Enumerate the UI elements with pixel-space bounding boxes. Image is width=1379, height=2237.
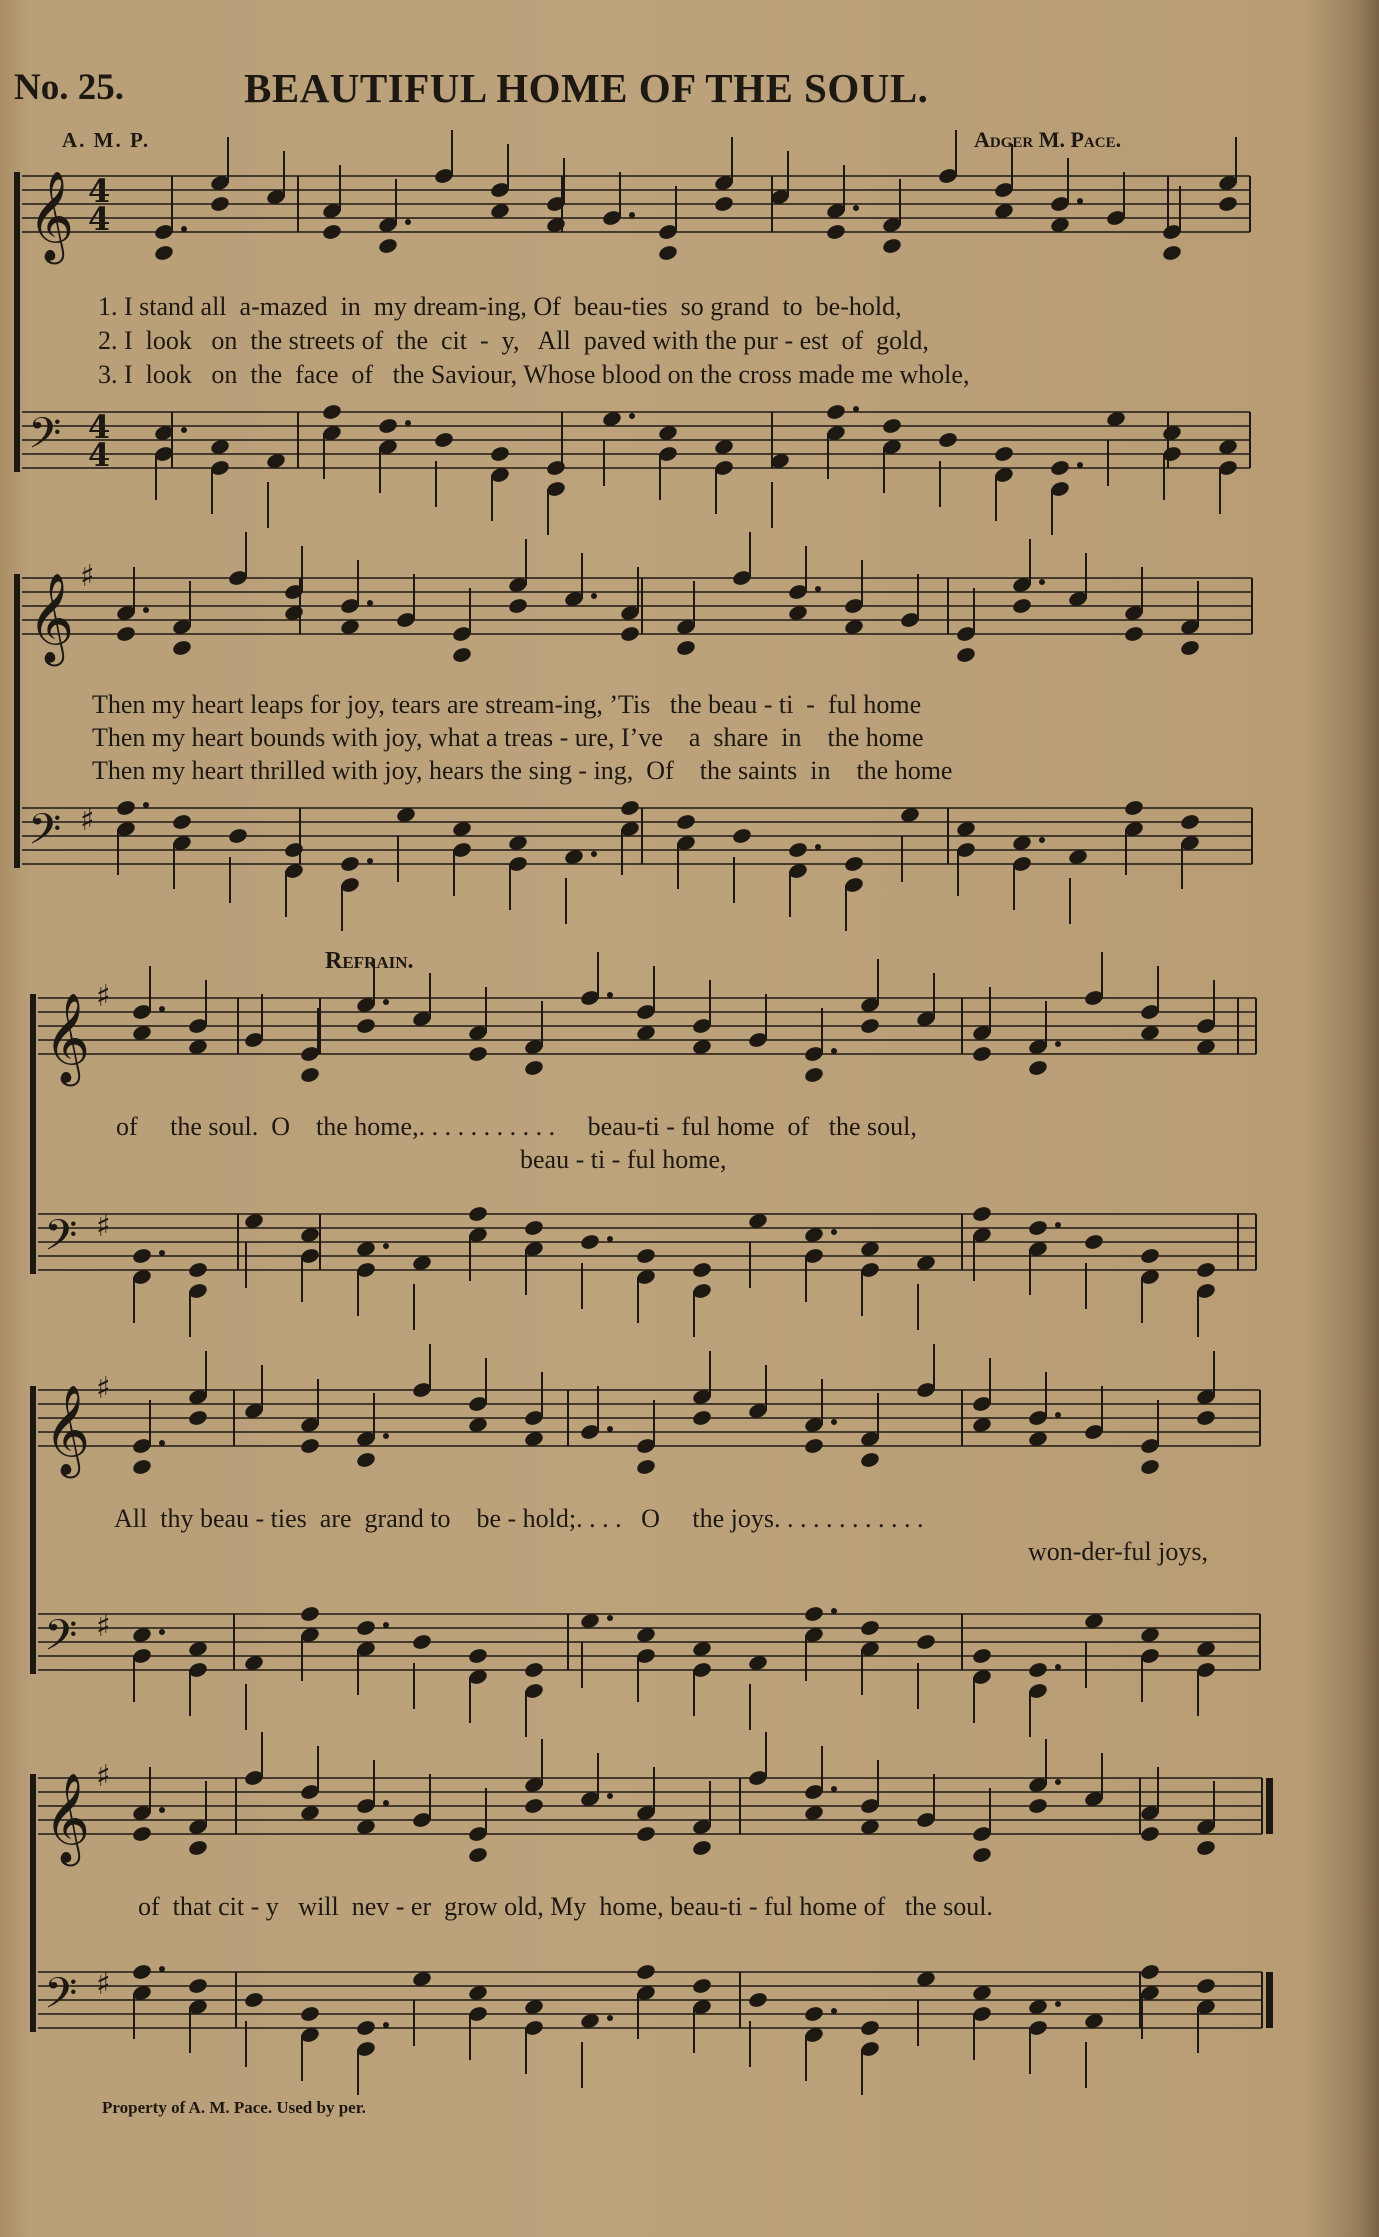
sharp-icon: ♯ (96, 1609, 111, 1644)
notehead-icon (635, 1825, 656, 1843)
time-signature-icon: 4 (88, 200, 111, 238)
notehead-icon (377, 237, 398, 255)
notehead-icon (1027, 1661, 1048, 1679)
notehead-icon (971, 1045, 992, 1063)
bass-clef-icon: 𝄢 (28, 805, 62, 865)
augmentation-dot (831, 1229, 837, 1235)
augmentation-dot (853, 406, 859, 412)
notehead-icon (299, 1605, 320, 1623)
notehead-icon (131, 1963, 152, 1981)
notehead-icon (187, 1409, 208, 1427)
sharp-icon: ♯ (96, 1967, 111, 2002)
augmentation-dot (591, 851, 597, 857)
augmentation-dot (181, 427, 187, 433)
treble-clef-icon: 𝄞 (44, 1773, 91, 1863)
notehead-icon (675, 639, 696, 657)
augmentation-dot (831, 1419, 837, 1425)
lyricist-initials: A. M. P. (62, 128, 151, 152)
notehead-icon (803, 2005, 824, 2023)
sharp-icon: ♯ (96, 979, 111, 1014)
notehead-icon (355, 1619, 376, 1637)
notehead-icon (713, 195, 734, 213)
bass-clef-icon: 𝄢 (44, 1211, 78, 1271)
augmentation-dot (1055, 1041, 1061, 1047)
augmentation-dot (831, 2008, 837, 2014)
notehead-icon (803, 1437, 824, 1455)
notehead-icon (937, 431, 958, 449)
time-signature-icon: 4 (88, 408, 111, 446)
notehead-icon (299, 1066, 320, 1084)
notehead-icon (523, 1797, 544, 1815)
augmentation-dot (159, 1440, 165, 1446)
notehead-icon (843, 855, 864, 873)
augmentation-dot (383, 999, 389, 1005)
augmentation-dot (607, 1236, 613, 1242)
lyric-line-system1-verse1: 1. I stand all a-mazed in my dream-ing, Of beau-ties so grand to be-hold, (98, 292, 902, 321)
composer-credit: Adger M. Pace. (974, 127, 1122, 152)
notehead-icon (451, 646, 472, 664)
notehead-icon (657, 244, 678, 262)
augmentation-dot (159, 1629, 165, 1635)
notehead-icon (187, 1839, 208, 1857)
notehead-icon (731, 827, 752, 845)
notehead-icon (1083, 1233, 1104, 1251)
notehead-icon (243, 1991, 264, 2009)
notehead-icon (545, 459, 566, 477)
notehead-icon (1027, 1059, 1048, 1077)
notehead-icon (1217, 195, 1238, 213)
notehead-icon (1161, 244, 1182, 262)
system-brace (30, 1386, 36, 1674)
augmentation-dot (143, 802, 149, 808)
notehead-icon (227, 827, 248, 845)
notehead-icon (635, 1458, 656, 1476)
notehead-icon (321, 403, 342, 421)
notehead-icon (1139, 1247, 1160, 1265)
notehead-icon (971, 1647, 992, 1665)
augmentation-dot (159, 1250, 165, 1256)
system-brace (30, 1774, 36, 2032)
augmentation-dot (383, 1243, 389, 1249)
augmentation-dot (831, 1048, 837, 1054)
time-signature-icon: 4 (88, 436, 111, 474)
final-barline (1266, 1972, 1273, 2028)
refrain-label: Refrain. (325, 948, 414, 974)
notehead-icon (825, 223, 846, 241)
lyric-line-system3-alto: beau - ti - ful home, (520, 1145, 727, 1174)
augmentation-dot (1039, 579, 1045, 585)
notehead-icon (859, 1619, 880, 1637)
notehead-icon (691, 1839, 712, 1857)
notehead-icon (1123, 625, 1144, 643)
notehead-icon (1027, 1219, 1048, 1237)
augmentation-dot (815, 586, 821, 592)
notehead-icon (859, 1451, 880, 1469)
lyric-line-system3-main: of the soul. O the home,. . . . . . . . . . . beau-ti - ful home of the soul, (116, 1112, 917, 1141)
notehead-icon (131, 1247, 152, 1265)
augmentation-dot (591, 593, 597, 599)
augmentation-dot (1055, 1664, 1061, 1670)
notehead-icon (299, 1437, 320, 1455)
notehead-icon (971, 1846, 992, 1864)
notehead-icon (825, 403, 846, 421)
time-signature-icon: 4 (88, 172, 111, 210)
augmentation-dot (159, 1006, 165, 1012)
notehead-icon (467, 1647, 488, 1665)
copyright-footer: Property of A. M. Pace. Used by per. (102, 2098, 366, 2117)
notehead-icon (507, 597, 528, 615)
treble-clef-icon: 𝄞 (28, 573, 75, 663)
notehead-icon (859, 1017, 880, 1035)
lyric-line-system2-verse3: Then my heart thrilled with joy, hears the sing - ing, Of the saints in the home (92, 756, 953, 785)
augmentation-dot (1055, 1222, 1061, 1228)
notehead-icon (187, 1261, 208, 1279)
hymn-number: No. 25. (14, 67, 124, 108)
augmentation-dot (629, 212, 635, 218)
notehead-icon (523, 1661, 544, 1679)
notehead-icon (691, 1409, 712, 1427)
augmentation-dot (1055, 1779, 1061, 1785)
notehead-icon (579, 1233, 600, 1251)
notehead-icon (131, 1458, 152, 1476)
notehead-icon (1139, 1963, 1160, 1981)
notehead-icon (691, 1977, 712, 1995)
notehead-icon (915, 1633, 936, 1651)
notehead-icon (523, 1059, 544, 1077)
bass-clef-icon: 𝄢 (28, 409, 62, 469)
augmentation-dot (143, 607, 149, 613)
sharp-icon: ♯ (96, 1209, 111, 1244)
notehead-icon (411, 1633, 432, 1651)
augmentation-dot (367, 600, 373, 606)
lyric-line-system1-verse2: 2. I look on the streets of the cit - y, All paved with the pur - est of gold, (98, 326, 929, 355)
sharp-icon: ♯ (96, 1371, 111, 1406)
augmentation-dot (383, 1800, 389, 1806)
augmentation-dot (607, 1615, 613, 1621)
notehead-icon (691, 1261, 712, 1279)
notehead-icon (467, 1846, 488, 1864)
lyric-line-system2-verse1: Then my heart leaps for joy, tears are stream-ing, ’Tis the beau - ti - ful home (92, 690, 922, 719)
notehead-icon (881, 237, 902, 255)
notehead-icon (355, 2019, 376, 2037)
augmentation-dot (383, 1433, 389, 1439)
lyric-line-system4-main: All thy beau - ties are grand to be - hold;. . . . O the joys. . . . . . . . . . . . (114, 1504, 924, 1533)
notehead-icon (489, 445, 510, 463)
augmentation-dot (1077, 462, 1083, 468)
augmentation-dot (629, 413, 635, 419)
notehead-icon (803, 1605, 824, 1623)
notehead-icon (1195, 1839, 1216, 1857)
notehead-icon (377, 417, 398, 435)
augmentation-dot (159, 1807, 165, 1813)
notehead-icon (321, 223, 342, 241)
treble-clef-icon: 𝄞 (44, 1385, 91, 1475)
final-barline (1266, 1778, 1273, 1834)
notehead-icon (355, 1451, 376, 1469)
augmentation-dot (1055, 2001, 1061, 2007)
notehead-icon (171, 639, 192, 657)
notehead-icon (881, 417, 902, 435)
bass-clef-icon: 𝄢 (44, 1969, 78, 2029)
notehead-icon (1139, 1458, 1160, 1476)
augmentation-dot (405, 219, 411, 225)
notehead-icon (1139, 1825, 1160, 1843)
augmentation-dot (815, 844, 821, 850)
notehead-icon (1195, 1261, 1216, 1279)
hymn-title: BEAUTIFUL HOME OF THE SOUL. (244, 65, 929, 111)
notehead-icon (1049, 459, 1070, 477)
notehead-icon (115, 799, 136, 817)
augmentation-dot (159, 1966, 165, 1972)
notehead-icon (153, 244, 174, 262)
augmentation-dot (367, 858, 373, 864)
notehead-icon (971, 1205, 992, 1223)
system-brace (14, 172, 20, 472)
treble-clef-icon: 𝄞 (28, 171, 75, 261)
notehead-icon (1195, 1409, 1216, 1427)
notehead-icon (619, 799, 640, 817)
augmentation-dot (405, 420, 411, 426)
sharp-icon: ♯ (80, 559, 95, 594)
augmentation-dot (831, 1608, 837, 1614)
bass-clef-icon: 𝄢 (44, 1611, 78, 1671)
notehead-icon (339, 855, 360, 873)
notehead-icon (355, 1017, 376, 1035)
augmentation-dot (853, 205, 859, 211)
lyric-line-system5-main: of that cit - y will nev - er grow old, My home, beau-ti - ful home of the soul. (138, 1892, 993, 1921)
notehead-icon (619, 625, 640, 643)
notehead-icon (1011, 597, 1032, 615)
sharp-icon: ♯ (80, 803, 95, 838)
notehead-icon (1027, 1797, 1048, 1815)
augmentation-dot (383, 1622, 389, 1628)
notehead-icon (131, 1825, 152, 1843)
notehead-icon (209, 195, 230, 213)
augmentation-dot (181, 226, 187, 232)
notehead-icon (859, 2019, 880, 2037)
lyric-line-system1-verse3: 3. I look on the face of the Saviour, Whose blood on the cross made me whole, (98, 360, 970, 389)
augmentation-dot (607, 2015, 613, 2021)
notehead-icon (115, 625, 136, 643)
treble-clef-icon: 𝄞 (44, 993, 91, 1083)
notehead-icon (803, 1066, 824, 1084)
lyric-line-system4-alto: won-der-ful joys, (1028, 1537, 1208, 1566)
notehead-icon (299, 2005, 320, 2023)
system-brace (30, 994, 36, 1274)
notehead-icon (1123, 799, 1144, 817)
augmentation-dot (383, 2022, 389, 2028)
notehead-icon (635, 1247, 656, 1265)
notehead-icon (635, 1963, 656, 1981)
augmentation-dot (1077, 198, 1083, 204)
notehead-icon (1195, 1977, 1216, 1995)
notehead-icon (187, 1977, 208, 1995)
notehead-icon (283, 841, 304, 859)
lyric-line-system2-verse2: Then my heart bounds with joy, what a treas - ure, I’ve a share in the home (92, 723, 924, 752)
system-brace (14, 574, 20, 868)
notehead-icon (993, 445, 1014, 463)
augmentation-dot (607, 1426, 613, 1432)
notehead-icon (747, 1991, 768, 2009)
notehead-icon (787, 841, 808, 859)
notehead-icon (467, 1205, 488, 1223)
sharp-icon: ♯ (96, 1759, 111, 1794)
notehead-icon (1179, 813, 1200, 831)
augmentation-dot (607, 992, 613, 998)
notehead-icon (171, 813, 192, 831)
notehead-icon (955, 646, 976, 664)
notehead-icon (467, 1045, 488, 1063)
augmentation-dot (1039, 837, 1045, 843)
notehead-icon (1179, 639, 1200, 657)
notehead-icon (675, 813, 696, 831)
augmentation-dot (831, 1786, 837, 1792)
augmentation-dot (1055, 1412, 1061, 1418)
notehead-icon (433, 431, 454, 449)
augmentation-dot (607, 1793, 613, 1799)
notehead-icon (523, 1219, 544, 1237)
